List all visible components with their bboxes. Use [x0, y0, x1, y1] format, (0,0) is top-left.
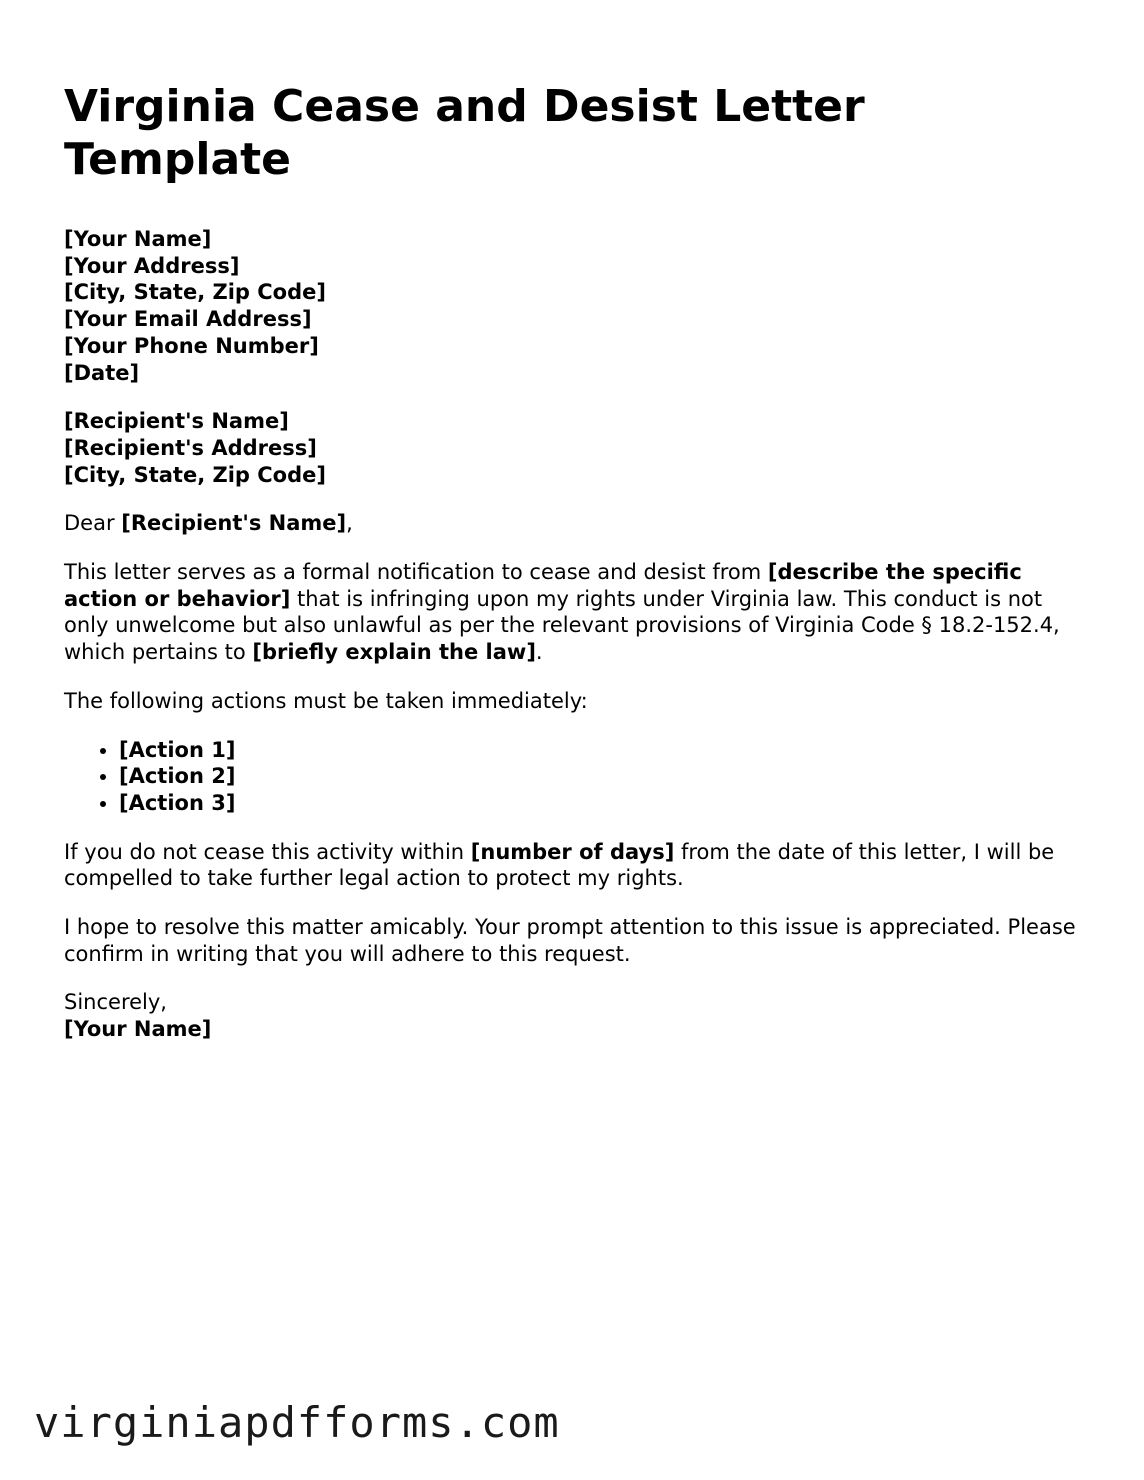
- closing-block: [64, 989, 1084, 1042]
- resolution-paragraph: I hope to resolve this matter amicably. Your prompt attention to this issue is appreciated. Please confirm in writing that you will adhere to this request.: [64, 915, 1076, 966]
- list-item: • [Action 2]: [119, 763, 1084, 790]
- signature-name: [Your Name]: [64, 1017, 212, 1042]
- recipient-name: [Recipient's Name]: [64, 409, 289, 434]
- salutation-suffix: ,: [346, 511, 353, 536]
- notification-text-3: .: [535, 640, 543, 665]
- actions-intro: The following actions must be taken immediately:: [64, 688, 588, 713]
- days-placeholder: [number of days]: [470, 839, 675, 864]
- recipient-address: [Recipient's Address]: [64, 435, 317, 460]
- law-placeholder: [briefly explain the law]: [252, 640, 536, 665]
- letter-date: [Date]: [64, 360, 140, 385]
- sender-city-state-zip: [City, State, Zip Code]: [64, 280, 326, 305]
- salutation-name: [Recipient's Name]: [121, 511, 347, 536]
- list-item: • [Action 3]: [119, 790, 1084, 817]
- sender-block: [64, 226, 1084, 386]
- sender-address: [Your Address]: [64, 253, 240, 278]
- notification-text-2: that is infringing upon my rights under Virginia law. This conduct is not only unwelcome but also unlawful as per the relevant provisions of Virginia Code § 18.2-152.4, which pertains to: [64, 586, 1060, 665]
- watermark-text: virginiapdfforms.com: [34, 1398, 560, 1447]
- list-item: • [Action 1]: [119, 737, 1084, 764]
- sender-email: [Your Email Address]: [64, 307, 312, 332]
- sender-name: [Your Name]: [64, 227, 212, 251]
- sender-phone: [Your Phone Number]: [64, 333, 319, 358]
- valediction: Sincerely,: [64, 990, 167, 1015]
- notification-paragraph: [64, 559, 1084, 666]
- recipient-city-state-zip: [City, State, Zip Code]: [64, 462, 326, 487]
- actions-list: [64, 737, 1084, 817]
- deadline-text-2: from the date of this letter, I will be compelled to take further legal action to protect my rights.: [64, 839, 1055, 891]
- action-placeholder: [describe the specific action or behavior]: [64, 560, 1022, 611]
- page-title: Virginia Cease and Desist Letter Template: [64, 81, 865, 185]
- deadline-paragraph: [64, 839, 1084, 892]
- deadline-text-1: If you do not cease this activity within: [64, 839, 471, 864]
- salutation: [64, 510, 1084, 537]
- notification-text-1: This letter serves as a formal notification to cease and desist from: [64, 560, 768, 585]
- salutation-prefix: Dear: [64, 511, 122, 536]
- letter-page: [64, 80, 1084, 1065]
- recipient-block: [64, 408, 1084, 488]
